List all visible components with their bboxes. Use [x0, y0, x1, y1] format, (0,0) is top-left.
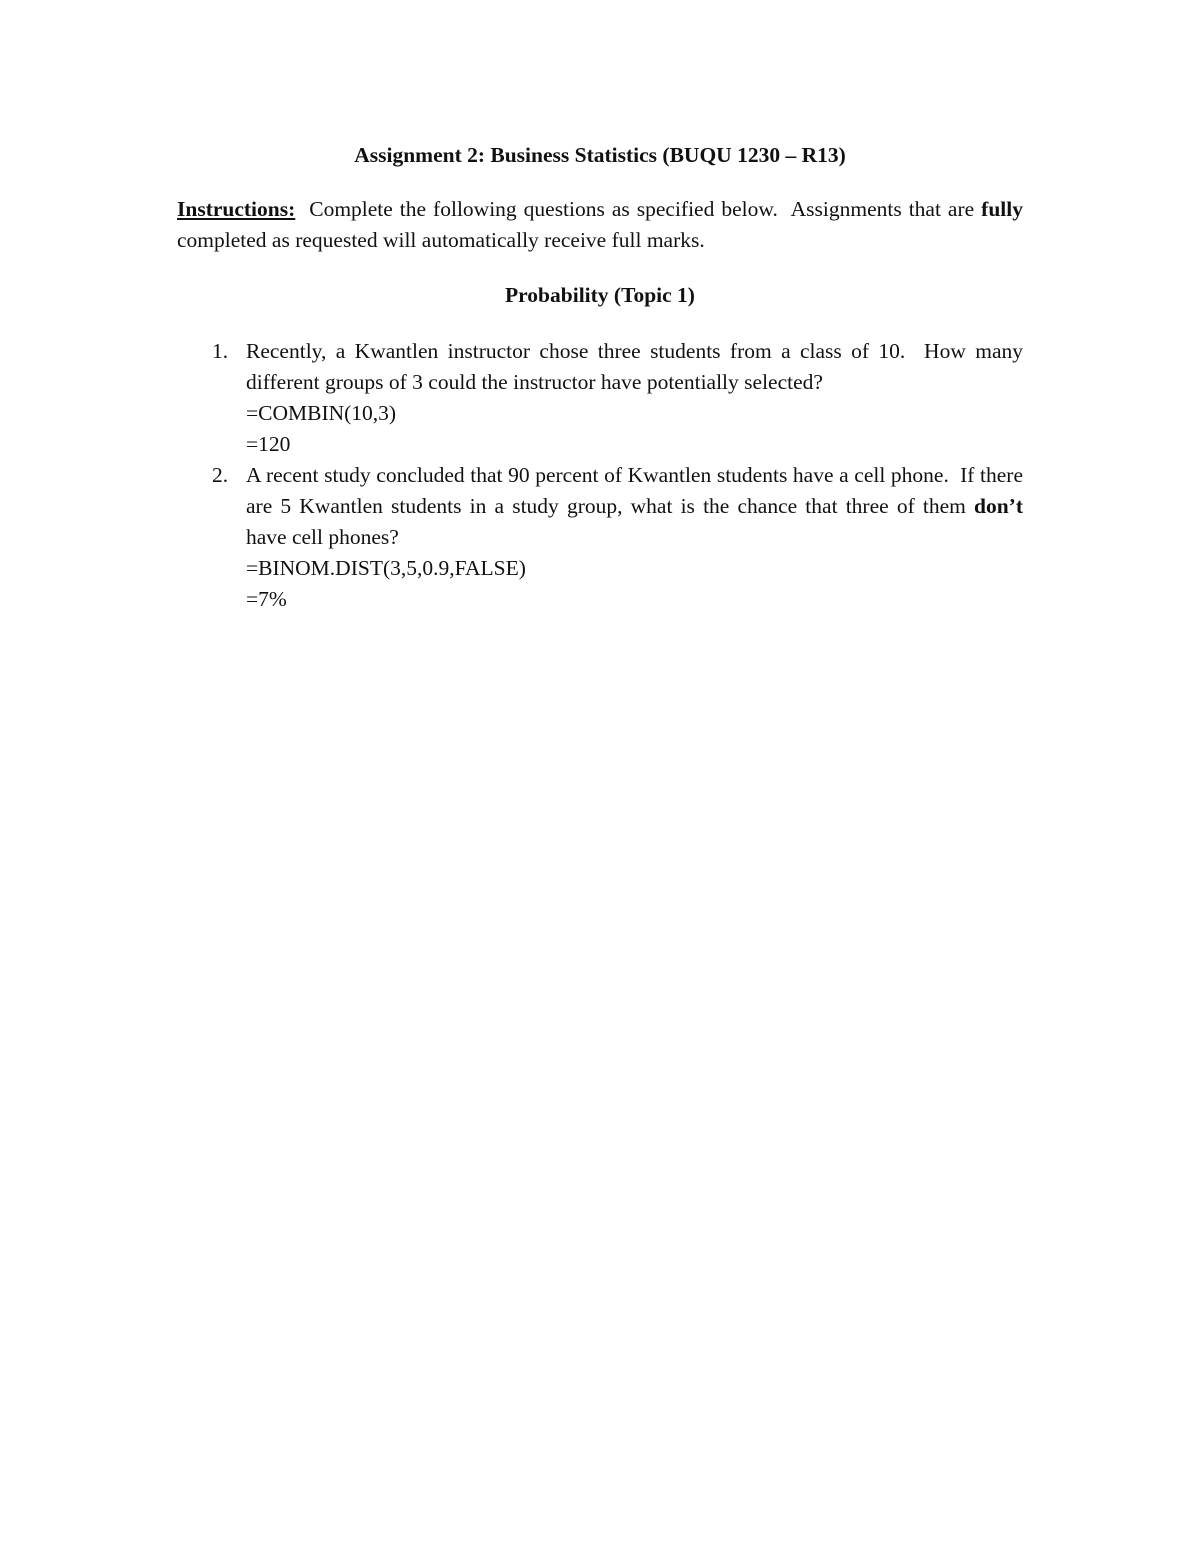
- question-item: [177, 460, 1029, 615]
- instructions-bold-word: fully: [981, 197, 1023, 221]
- instructions-text-start: Complete the following questions as specified below. Assignments that are: [295, 197, 982, 221]
- answer-formula: =COMBIN(10,3): [246, 401, 397, 425]
- question-text-end: have cell phones?: [246, 494, 1029, 549]
- instructions-paragraph: [177, 194, 1023, 256]
- instructions-label: Instructions:: [177, 197, 296, 221]
- question-text: [246, 460, 1029, 553]
- question-text: Recently, a Kwantlen instructor chose three students from a class of 10. How many different groups of 3 could the instructor have potentially selected?: [246, 339, 1029, 394]
- question-bold-word: don’t: [974, 494, 1023, 518]
- document-title: Assignment 2: Business Statistics (BUQU 1230 – R13): [354, 143, 846, 167]
- answer-formula: =BINOM.DIST(3,5,0.9,FALSE): [246, 556, 526, 580]
- answer-result: =7%: [246, 587, 287, 611]
- instructions-text-end: completed as requested will automatically receive full marks.: [177, 228, 705, 252]
- question-number: 1.: [212, 339, 229, 363]
- question-text-start: A recent study concluded that 90 percent of Kwantlen students have a cell phone. If there are 5 Kwantlen students in a study group, what is the chance that three of them: [246, 463, 1029, 518]
- section-heading: Probability (Topic 1): [505, 283, 695, 307]
- question-item: [177, 336, 1029, 460]
- answer-result: =120: [246, 432, 291, 456]
- question-list: [177, 336, 1029, 615]
- question-number: 2.: [212, 463, 229, 487]
- document-body: [177, 140, 1029, 615]
